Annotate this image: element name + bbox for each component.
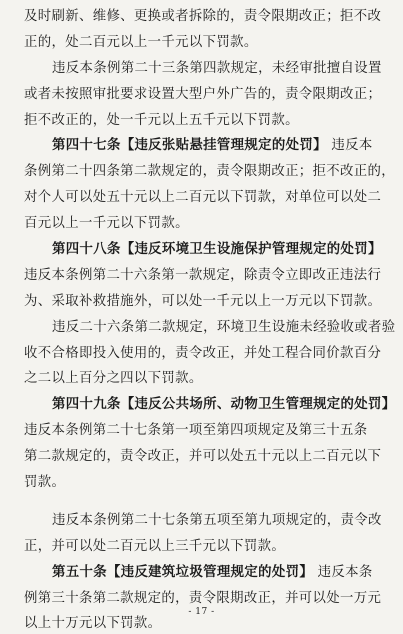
text-line [24, 30, 380, 56]
line-text: 违反本条例第二十六条第一款规定，除责令立即改正违法行 [24, 267, 382, 283]
article-heading: 第五十条【违反建筑垃圾管理规定的处罚】 [52, 563, 314, 580]
text-line [24, 341, 380, 367]
line-text: 之二以上百分之四以下罚款。 [24, 371, 203, 387]
text-line [24, 108, 380, 134]
text-line [24, 237, 380, 263]
line-text: 违反本条例第二十三条第四款规定，未经审批擅自设置 [52, 60, 382, 76]
article-heading: 第四十九条【违反公共场所、动物卫生管理规定的处罚】 [52, 396, 396, 413]
text-line [24, 159, 395, 185]
line-text: 第二款规定的，责令改正，并可以处五十元以上二百元以下 [24, 449, 382, 465]
text-line [24, 508, 380, 534]
text-line [24, 263, 380, 289]
article-heading: 第四十八条【违反环境卫生设施保护管理规定的处罚】 [52, 241, 382, 258]
line-text: 违反本条例第二十七条第一项至第四项规定及第三十五条 [24, 423, 368, 439]
line-text: 违反本条例第二十七条第五项至第九项规定的，责令改 [52, 512, 382, 528]
text-line [24, 534, 380, 560]
text-line [24, 185, 380, 211]
text-line [24, 418, 380, 444]
text-line [24, 366, 380, 392]
line-text: 违反本 [326, 138, 373, 154]
line-text: 拒不改正的，处一千元以上五千元以下罚款。 [24, 112, 299, 128]
article-heading: 第四十七条【违反张贴悬挂管理规定的处罚】 [52, 137, 327, 154]
line-text: 条例第二十四条第二款规定的，责令限期改正；拒不改正的， [24, 164, 395, 180]
page-number: - 17 - [188, 607, 215, 617]
text-line [24, 211, 380, 237]
line-text: 正，并可以处二百元以上三千元以下罚款。 [24, 538, 286, 554]
text-line [24, 392, 396, 418]
line-text: 对个人可以处五十元以上二百元以下罚款，对单位可以处二 [24, 190, 382, 206]
body-text [24, 4, 396, 634]
line-text: 及时刷新、维修、更换或者拆除的，责令限期改正；拒不改 [24, 9, 382, 24]
text-line [24, 560, 380, 586]
line-text: 以上十万元以下罚款。 [24, 616, 162, 632]
line-text: 百元以上一千元以下罚款。 [24, 216, 189, 232]
text-line [24, 444, 380, 470]
line-text: 违反二十六条第二款规定，环境卫生设施未经验收或者验 [52, 319, 396, 335]
paragraph-spacer [24, 496, 380, 508]
line-text: 例第三十条第二款规定的，责令限期改正，并可以处一万元 [24, 590, 382, 606]
text-line [24, 289, 380, 315]
line-text: 违反本条 [313, 564, 373, 580]
text-line [24, 82, 380, 108]
text-line [24, 470, 380, 496]
line-text: 正的，处二百元以上一千元以下罚款。 [24, 34, 258, 50]
line-text: 收不合格即投入使用的，责令改正，并处工程合同价款百分 [24, 345, 382, 361]
text-line [24, 4, 380, 30]
line-text: 罚款。 [24, 475, 66, 491]
text-line [24, 315, 396, 341]
line-text: 或者未按照审批要求设置大型户外广告的，责令限期改正； [24, 86, 382, 102]
text-line [24, 133, 380, 159]
line-text: 为、采取补救措施外，可以处一千元以上一万元以下罚款。 [24, 293, 382, 309]
text-line [24, 56, 380, 82]
